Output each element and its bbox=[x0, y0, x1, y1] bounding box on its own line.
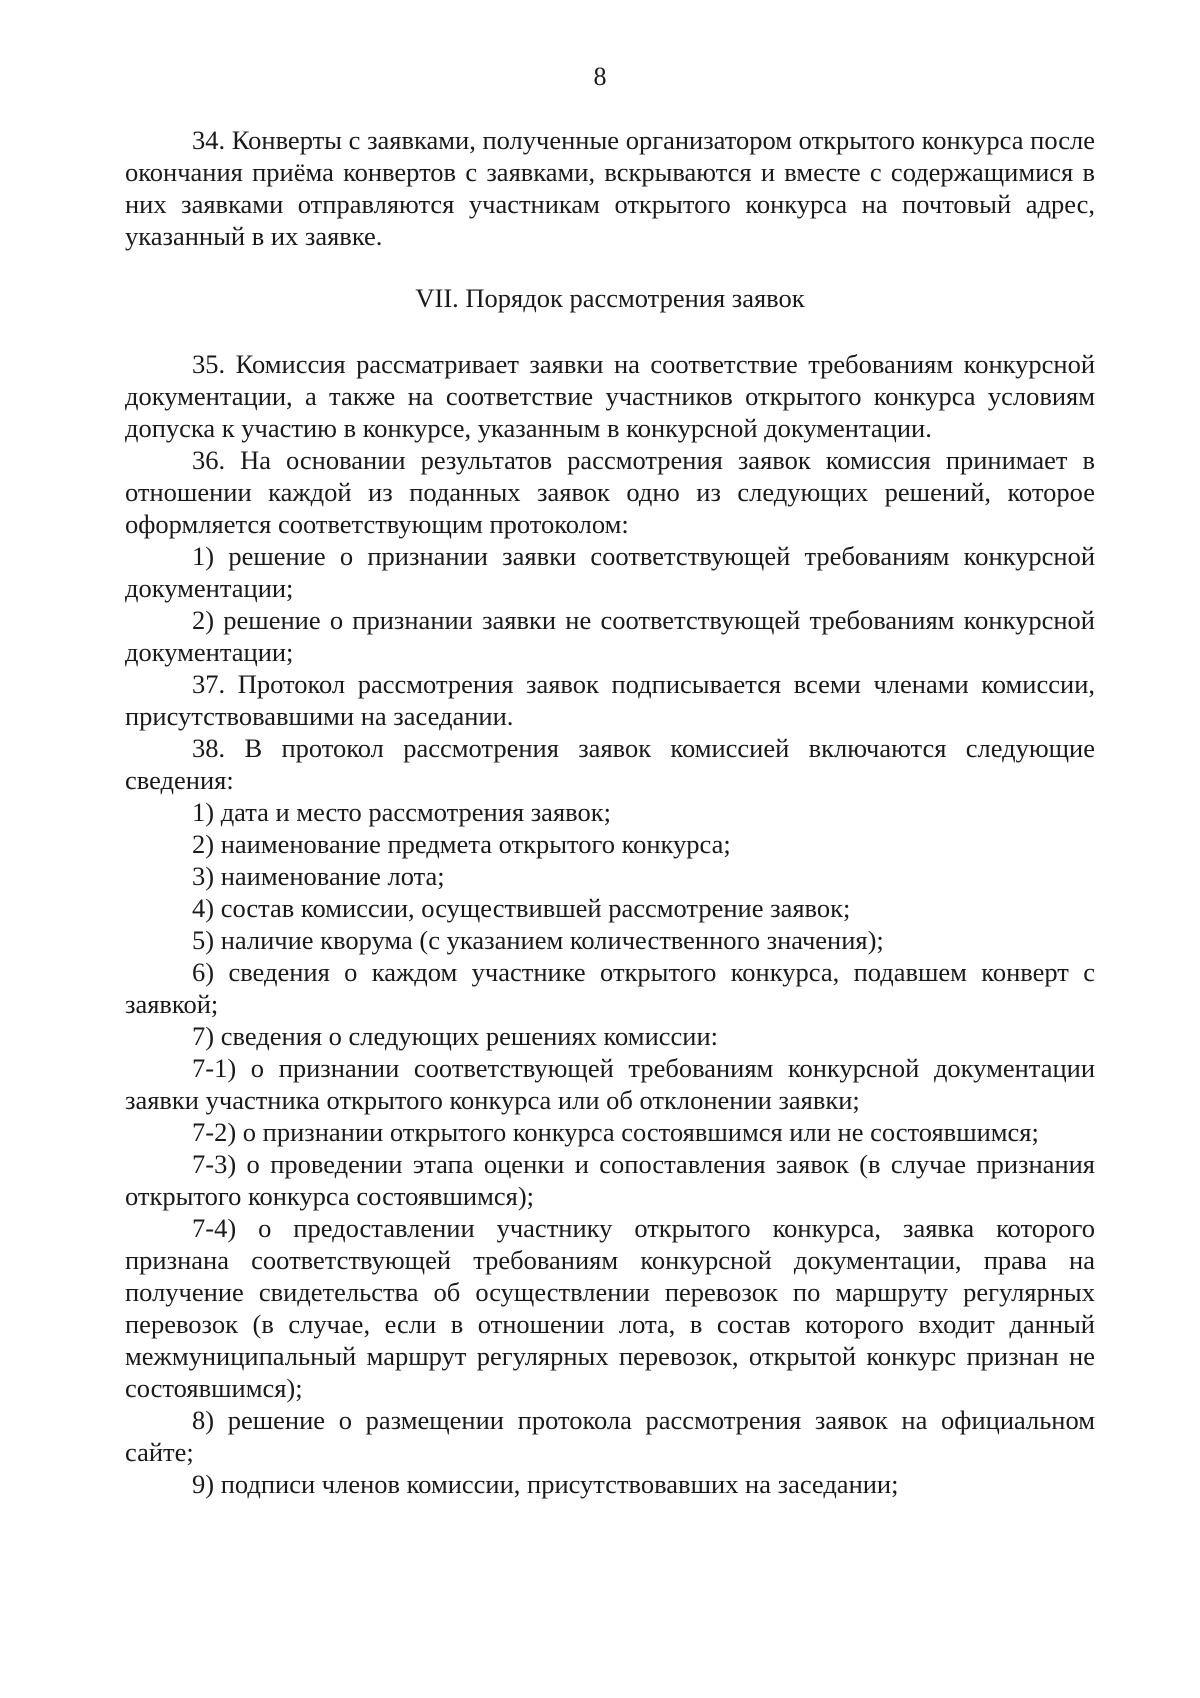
list-item: 6) сведения о каждом участнике открытого конкурса, подавшем конверт с заявкой; bbox=[125, 957, 1095, 1019]
paragraph-35: 35. Комиссия рассматривает заявки на соответствие требованиям конкурсной документации, а также на соответствие участников открытого конкурса условиям допуска к участию в конкурсе, указанным в конкурсной документации. bbox=[125, 349, 1095, 443]
paragraph-34: 34. Конверты с заявками, полученные организатором открытого конкурса после окончания приёма конвертов с заявками, вскрываются и вместе с содержащимися в них заявками отправляются участникам открытого конкурса на почтовый адрес, указанный в их заявке. bbox=[125, 125, 1095, 251]
list-item: 8) решение о размещении протокола рассмотрения заявок на официальном сайте; bbox=[125, 1405, 1095, 1467]
list-item: 4) состав комиссии, осуществившей рассмотрение заявок; bbox=[192, 893, 851, 923]
page-number: 8 bbox=[593, 62, 607, 91]
paragraph-38: 38. В протокол рассмотрения заявок комиссией включаются следующие сведения: bbox=[125, 733, 1095, 795]
list-item: 2) решение о признании заявки не соответствующей требованиям конкурсной документации; bbox=[125, 605, 1095, 667]
list-item: 5) наличие кворума (с указанием количественного значения); bbox=[192, 925, 884, 955]
list-item: 1) дата и место рассмотрения заявок; bbox=[192, 797, 611, 827]
list-item: 9) подписи членов комиссии, присутствовавших на заседании; bbox=[192, 1469, 899, 1499]
document-body bbox=[125, 124, 1095, 1500]
list-item: 3) наименование лота; bbox=[192, 861, 445, 891]
paragraph-36: 36. На основании результатов рассмотрения заявок комиссия принимает в отношении каждой из поданных заявок одно из следующих решений, которое оформляется соответствующим протоколом: bbox=[125, 445, 1095, 539]
list-item: 1) решение о признании заявки соответствующей требованиям конкурсной документации; bbox=[125, 541, 1095, 603]
list-item: 7-1) о признании соответствующей требованиям конкурсной документации заявки участника открытого конкурса или об отклонении заявки; bbox=[125, 1053, 1095, 1115]
list-item: 7-4) о предоставлении участнику открытого конкурса, заявка которого признана соответствующей требованиям конкурсной документации, права на получение свидетельства об осуществлении перевозок по маршруту регулярных перевозок (в случае, если в отношении лота, в состав которого входит данный межмуниципальный маршрут регулярных перевозок, открытой конкурс признан не состоявшимся); bbox=[125, 1213, 1095, 1403]
list-item: 2) наименование предмета открытого конкурса; bbox=[192, 829, 731, 859]
list-item: 7-2) о признании открытого конкурса состоявшимся или не состоявшимся; bbox=[192, 1117, 1039, 1147]
list-item: 7-3) о проведении этапа оценки и сопоставления заявок (в случае признания открытого конкурса состоявшимся); bbox=[125, 1149, 1095, 1211]
section-heading: VII. Порядок рассмотрения заявок bbox=[415, 283, 805, 313]
paragraph-37: 37. Протокол рассмотрения заявок подписывается всеми членами комиссии, присутствовавшими на заседании. bbox=[125, 669, 1095, 731]
list-item: 7) сведения о следующих решениях комиссии: bbox=[192, 1021, 719, 1051]
